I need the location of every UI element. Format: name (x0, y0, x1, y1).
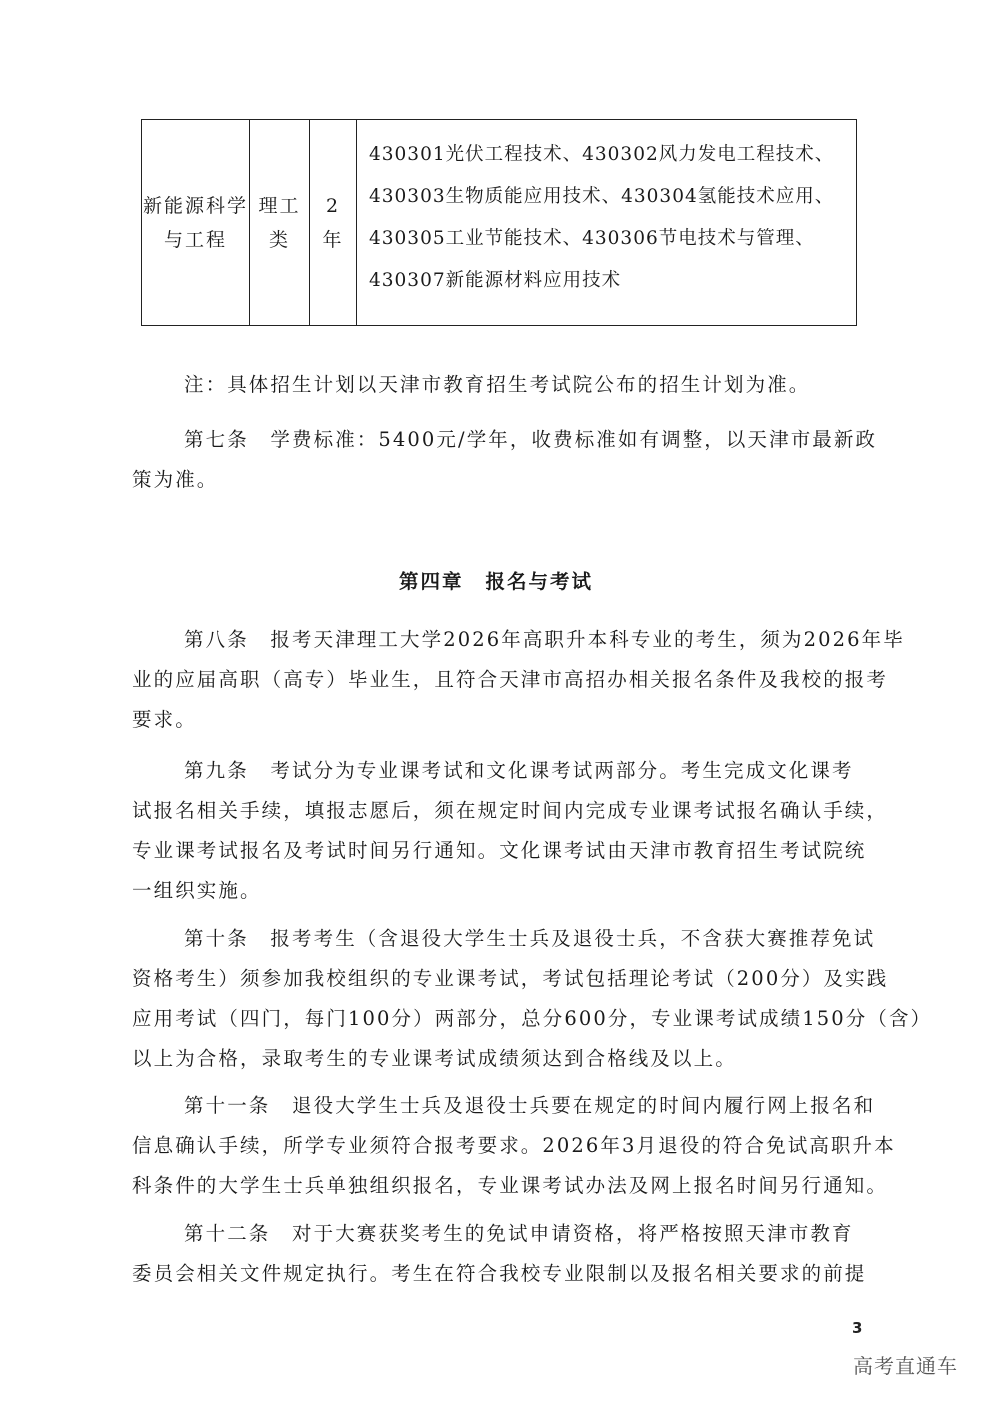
major-table (141, 119, 857, 326)
article-line: 策为准。 (132, 468, 219, 491)
chapter-title-text: 报名与考试 (485, 570, 594, 593)
specialty-line: 430307新能源材料应用技术 (369, 270, 622, 291)
chapter-number: 第四章 (398, 570, 464, 593)
article-7 (132, 420, 878, 500)
article-line: 科条件的大学生士兵单独组织报名，专业课考试办法及网上报名时间另行通知。 (132, 1174, 889, 1197)
note-line: 注：具体招生计划以天津市教育招生考试院公布的招生计划为准。 (184, 373, 811, 396)
article-line: 专业课考试报名及考试时间另行通知。文化课考试由天津市教育招生考试院统 (132, 839, 867, 862)
article-12 (132, 1214, 867, 1294)
article-10 (132, 919, 933, 1079)
article-11 (132, 1086, 896, 1206)
category-cell (250, 120, 310, 326)
article-line: 第十二条 对于大赛获奖考生的免试申请资格，将严格按照天津市教育 (184, 1222, 854, 1245)
years-line: 年 (322, 228, 344, 251)
article-9 (132, 751, 889, 911)
article-line: 资格考生）须参加我校组织的专业课考试，考试包括理论考试（200分）及实践 (132, 967, 889, 990)
article-8 (132, 620, 905, 740)
article-line: 应用考试（四门，每门100分）两部分，总分600分，专业课考试成绩150分（含） (132, 1007, 933, 1030)
chapter-heading (0, 566, 992, 594)
category-line: 理工 (258, 194, 301, 217)
article-line: 要求。 (132, 708, 197, 731)
article-line: 第七条 学费标准：5400元/学年，收费标准如有调整，以天津市最新政 (184, 428, 878, 451)
major-name-cell (142, 120, 250, 326)
article-line: 信息确认手续，所学专业须符合报考要求。2026年3月退役的符合免试高职升本 (132, 1134, 896, 1157)
major-name-line: 与工程 (163, 228, 227, 251)
article-line: 试报名相关手续，填报志愿后，须在规定时间内完成专业课考试报名确认手续， (132, 799, 889, 822)
article-line: 一组织实施。 (132, 879, 262, 902)
specialty-line: 430301光伏工程技术、430302风力发电工程技术、 (369, 144, 835, 165)
article-line: 委员会相关文件规定执行。考生在符合我校专业限制以及报名相关要求的前提 (132, 1262, 867, 1285)
table-row (142, 120, 857, 326)
specialty-line: 430305工业节能技术、430306节电技术与管理、 (369, 228, 815, 249)
page-number: 3 (852, 1319, 863, 1337)
watermark-logo: 高考直通车 (853, 1354, 958, 1378)
years-line: 2 (325, 194, 341, 217)
table-note (132, 365, 844, 405)
article-line: 以上为合格，录取考生的专业课考试成绩须达到合格线及以上。 (132, 1047, 737, 1070)
major-name-line: 新能源科学 (142, 194, 248, 217)
article-line: 第八条 报考天津理工大学2026年高职升本科专业的考生，须为2026年毕 (184, 628, 905, 651)
years-cell (310, 120, 357, 326)
article-line: 第九条 考试分为专业课考试和文化课考试两部分。考生完成文化课考 (184, 759, 854, 782)
article-line: 第十条 报考考生（含退役大学生士兵及退役士兵，不含获大赛推荐免试 (184, 927, 876, 950)
specialty-line: 430303生物质能应用技术、430304氢能技术应用、 (369, 186, 835, 207)
category-line: 类 (268, 228, 290, 251)
article-line: 业的应届高职（高专）毕业生，且符合天津市高招办相关报名条件及我校的报考 (132, 668, 889, 691)
specialty-list-cell (357, 120, 857, 326)
article-line: 第十一条 退役大学生士兵及退役士兵要在规定的时间内履行网上报名和 (184, 1094, 876, 1117)
